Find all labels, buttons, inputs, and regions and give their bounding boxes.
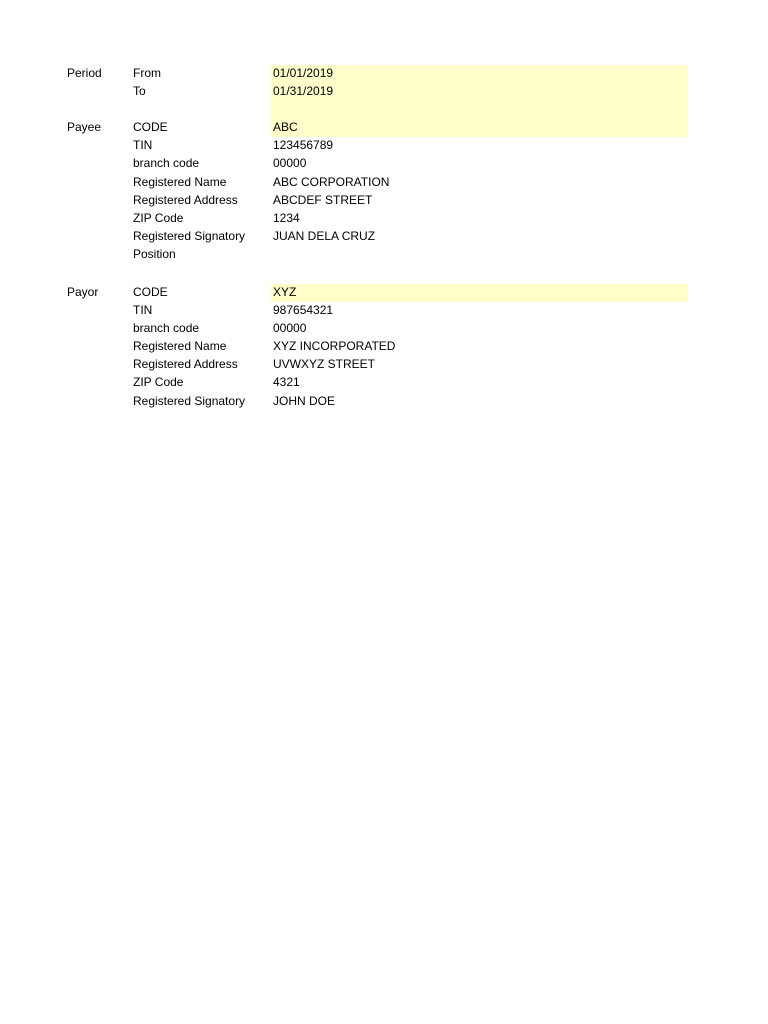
payee-zip-code-value[interactable]: 1234 — [273, 211, 300, 225]
payor-tin-value[interactable]: 987654321 — [273, 303, 334, 317]
payor-registered-name-value[interactable]: XYZ INCORPORATED — [273, 339, 396, 353]
payee-tin-value[interactable]: 123456789 — [273, 138, 334, 152]
period-from-label: From — [133, 66, 161, 80]
payee-branch-code-label: branch code — [133, 156, 200, 170]
payee-registered-address-label: Registered Address — [133, 193, 238, 207]
payee-registered-name-value[interactable]: ABC CORPORATION — [273, 175, 390, 189]
payor-section-label: Payor — [67, 285, 99, 299]
payor-code-label: CODE — [133, 285, 168, 299]
period-to-label: To — [133, 84, 146, 98]
payor-registered-signatory-label: Registered Signatory — [133, 394, 246, 408]
payor-registered-name-label: Registered Name — [133, 339, 227, 353]
payee-registered-signatory-label: Registered Signatory — [133, 229, 246, 243]
payee-code-label: CODE — [133, 120, 168, 134]
payor-zip-code-value[interactable]: 4321 — [273, 375, 300, 389]
payee-tin-label: TIN — [133, 138, 153, 152]
payee-code-value[interactable]: ABC — [273, 120, 298, 134]
payor-code-input-highlight — [271, 284, 688, 302]
period-from-value[interactable]: 01/01/2019 — [273, 66, 334, 80]
period-input-highlight — [271, 65, 688, 137]
payor-zip-code-label: ZIP Code — [133, 375, 184, 389]
payee-branch-code-value[interactable]: 00000 — [273, 156, 307, 170]
payor-registered-address-label: Registered Address — [133, 357, 238, 371]
payee-zip-code-label: ZIP Code — [133, 211, 184, 225]
payee-registered-name-label: Registered Name — [133, 175, 227, 189]
payee-position-label: Position — [133, 247, 176, 261]
payor-branch-code-value[interactable]: 00000 — [273, 321, 307, 335]
period-section-label: Period — [67, 66, 102, 80]
payor-registered-signatory-value[interactable]: JOHN DOE — [273, 394, 336, 408]
payee-section-label: Payee — [67, 120, 102, 134]
payee-registered-address-value[interactable]: ABCDEF STREET — [273, 193, 373, 207]
payor-code-value[interactable]: XYZ — [273, 285, 297, 299]
payor-branch-code-label: branch code — [133, 321, 200, 335]
payor-tin-label: TIN — [133, 303, 153, 317]
payor-registered-address-value[interactable]: UVWXYZ STREET — [273, 357, 376, 371]
payee-registered-signatory-value[interactable]: JUAN DELA CRUZ — [273, 229, 376, 243]
period-to-value[interactable]: 01/31/2019 — [273, 84, 334, 98]
